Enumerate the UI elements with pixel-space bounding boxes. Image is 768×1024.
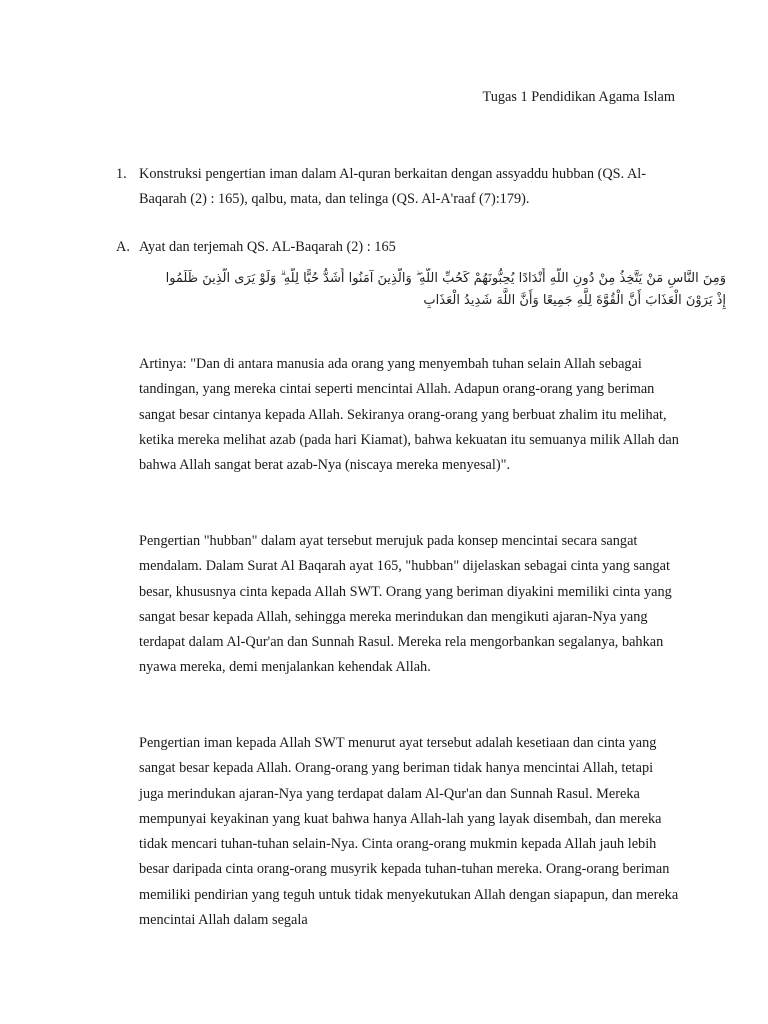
question-number: 1.: [116, 166, 127, 182]
paragraph-iman-text: Pengertian iman kepada Allah SWT menurut ayat tersebut adalah kesetiaan dan cinta yang sangat besar kepada Allah. Orang-orang yang beriman tidak hanya mencintai Allah, tetapi juga merindukan ajaran-Nya yang terdapat dalam Al-Qur'an dan Sunnah Rasul. Mereka mempunyai keyakinan yang kuat bahwa hanya Allah-lah yang layak disembah, dan mereka tidak mencari tuhan-tuhan selain-Nya. Cinta orang-orang mukmin kepada Allah jauh lebih besar daripada cinta orang-orang musyrik kepada tuhan-tuhan mereka. Orang-orang beriman memiliki pendirian yang teguh untuk tidak menyekutukan Allah dengan siapapun, dan mereka mencintai Allah dalam segala: [139, 735, 679, 929]
paragraph-iman: [139, 731, 679, 933]
paragraph-artinya: [139, 352, 679, 478]
section-a-heading: Ayat dan terjemah QS. AL-Baqarah (2) : 165: [139, 239, 396, 255]
paragraph-hubban: [139, 529, 679, 681]
question-text: Konstruksi pengertian iman dalam Al-quran berkaitan dengan assyaddu hubban (QS. Al- Baqarah (2) : 165), qalbu, mata, dan telinga (QS. Al-A'raaf (7):179).: [139, 166, 647, 207]
question-item: [116, 162, 686, 212]
section-a-heading-row: [116, 236, 686, 258]
document-title: Tugas 1 Pendidikan Agama Islam: [482, 89, 675, 105]
paragraph-artinya-text: Artinya: "Dan di antara manusia ada orang yang menyembah tuhan selain Allah sebagai tandingan, yang mereka cintai seperti mencintai Allah. Adapun orang-orang yang beriman sangat besar cintanya kepada Allah. Sekiranya orang-orang yang berbuat zhalim itu melihat, ketika mereka melihat azab (pada hari Kiamat), bahwa kekuatan itu semuanya milik Allah dan bahwa Allah sangat berat azab-Nya (niscaya mereka menyesal)".: [139, 356, 679, 474]
arabic-verse: وَمِنَ النَّاسِ مَنْ يَتَّخِذُ مِنْ دُونِ اللَّهِ أَنْدَادًا يُحِبُّونَهُمْ كَحُبِّ اللَّهِ ۖ وَالَّذِينَ آمَنُوا أَشَدُّ حُبًّا لِلَّهِ ۗ وَلَوْ يَرَى الَّذِينَ ظَلَمُوا إِذْ يَرَوْنَ الْعَذَابَ أَنَّ الْقُوَّةَ لِلَّهِ جَمِيعًا وَأَنَّ اللَّهَ شَدِيدُ الْعَذَابِ: [165, 271, 726, 308]
section-a-marker: A.: [116, 239, 130, 255]
paragraph-hubban-text: Pengertian "hubban" dalam ayat tersebut merujuk pada konsep mencintai secara sangat mendalam. Dalam Surat Al Baqarah ayat 165, "hubban" dijelaskan sebagai cinta yang sangat besar, khususnya cinta kepada Allah SWT. Orang yang beriman diyakini memiliki cinta yang sangat besar kepada Allah, sehingga mereka merindukan dan mengikuti ajaran-Nya yang terdapat dalam Al-Qur'an dan Sunnah Rasul. Mereka rela mengorbankan segalanya, bahkan nyawa mereka, demi menjalankan kehendak Allah.: [139, 533, 672, 676]
